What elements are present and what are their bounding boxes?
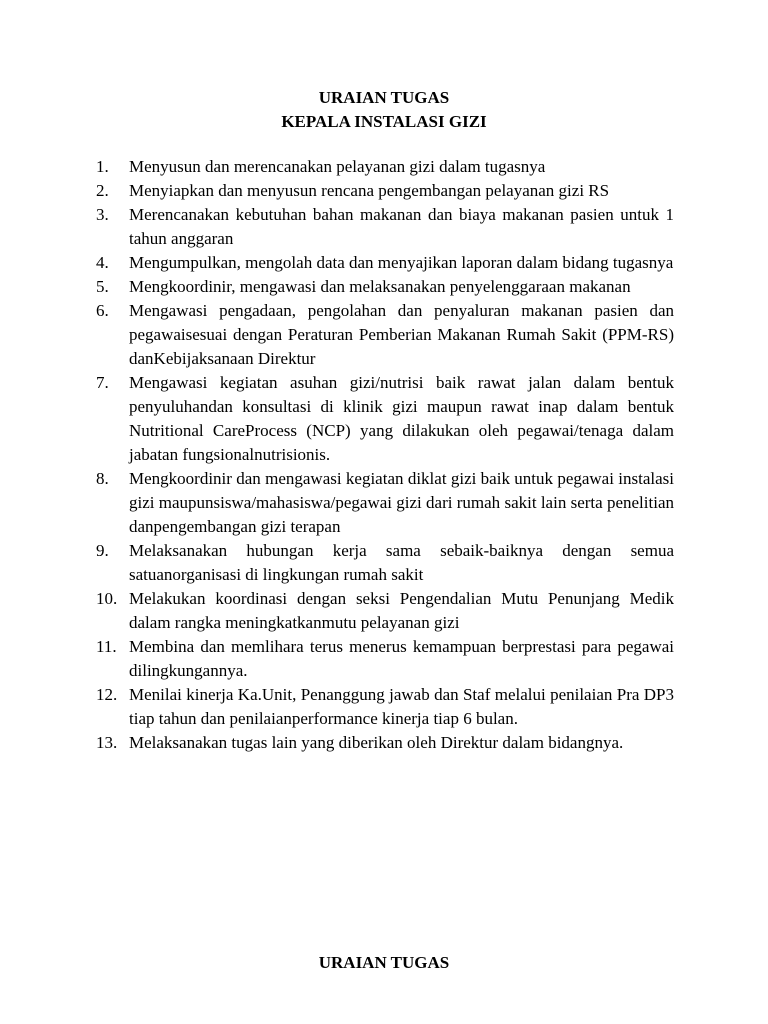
list-item-text: Mengawasi pengadaan, pengolahan dan penyaluran makanan pasien dan pegawaisesuai dengan Peraturan Pemberian Makanan Rumah Sakit (PPM-RS) danKebijaksanaan Direktur [129,301,674,368]
list-item-text: Mengumpulkan, mengolah data dan menyajikan laporan dalam bidang tugasnya [129,253,674,272]
list-item-text: Melakukan koordinasi dengan seksi Pengendalian Mutu Penunjang Medik dalam rangka meningkatkanmutu pelayanan gizi [129,589,674,632]
list-item-text: Mengkoordinir dan mengawasi kegiatan diklat gizi baik untuk pegawai instalasi gizi maupunsiswa/mahasiswa/pegawai gizi dari rumah sakit lain serta penelitian danpengembangan gizi terapan [129,469,674,536]
list-item-text: Menyusun dan merencanakan pelayanan gizi dalam tugasnya [129,157,546,176]
task-list [96,155,674,755]
list-item-number: 3. [96,205,109,224]
list-item-text: Mengawasi kegiatan asuhan gizi/nutrisi baik rawat jalan dalam bentuk penyuluhandan konsultasi di klinik gizi maupun rawat inap dalam bentuk Nutritional CareProcess (NCP) yang dilakukan oleh pegawai/tenaga dalam jabatan fungsionalnutrisionis. [129,373,674,464]
list-item [96,275,674,299]
list-item-number: 6. [96,301,109,320]
list-item-number: 10. [96,589,118,608]
list-item-number: 11. [96,637,117,656]
list-item-number: 1. [96,157,109,176]
list-item-text: Merencanakan kebutuhan bahan makanan dan biaya makanan pasien untuk 1 tahun anggaran [129,205,674,248]
list-item-number: 8. [96,469,109,488]
document-subtitle: KEPALA INSTALASI GIZI [281,112,487,131]
list-item [96,467,674,539]
list-item [96,155,674,179]
list-item-number: 2. [96,181,109,200]
list-item [96,635,674,683]
list-item-number: 7. [96,373,109,392]
list-item-number: 4. [96,253,109,272]
list-item [96,683,674,731]
list-item-text: Melaksanakan hubungan kerja sama sebaik-baiknya dengan semua satuanorganisasi di lingkungan rumah sakit [129,541,674,584]
list-item [96,731,674,755]
list-item [96,179,674,203]
list-item [96,251,674,275]
list-item [96,539,674,587]
list-item-number: 5. [96,277,109,296]
document-title: URAIAN TUGAS [318,88,450,107]
list-item-text: Mengkoordinir, mengawasi dan melaksanakan penyelenggaraan makanan [129,277,631,296]
list-item-number: 13. [96,733,118,752]
list-item-text: Menyiapkan dan menyusun rencana pengembangan pelayanan gizi RS [129,181,610,200]
list-item [96,203,674,251]
next-section-title: URAIAN TUGAS [318,953,450,972]
list-item-text: Melaksanakan tugas lain yang diberikan oleh Direktur dalam bidangnya. [129,733,624,752]
list-item [96,299,674,371]
list-item [96,371,674,467]
list-item-text: Menilai kinerja Ka.Unit, Penanggung jawab dan Staf melalui penilaian Pra DP3 tiap tahun dan penilaianperformance kinerja tiap 6 bulan. [129,685,674,728]
list-item-number: 12. [96,685,118,704]
list-item [96,587,674,635]
list-item-number: 9. [96,541,109,560]
list-item-text: Membina dan memlihara terus menerus kemampuan berprestasi para pegawai dilingkungannya. [129,637,674,680]
